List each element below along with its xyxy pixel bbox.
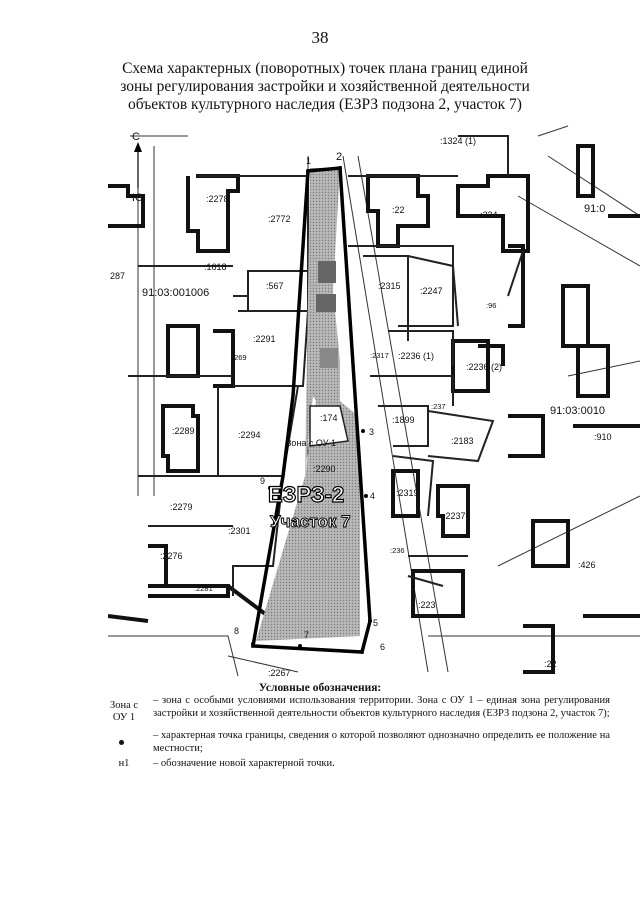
parcel-label: :2278 (206, 194, 229, 204)
parcel-label: :236 (390, 546, 405, 555)
point-number: 4 (370, 491, 376, 501)
parcel-label: :224 (480, 210, 498, 220)
quarter-label: 91:03:0010 (550, 405, 606, 417)
cadastral-map (108, 116, 640, 682)
quarter-label: 91:0 (584, 203, 606, 215)
parcel-label: :2301 (228, 526, 251, 536)
compass-arrow (134, 142, 142, 188)
parcel-label: :2772 (268, 214, 291, 224)
point-number: 7 (304, 630, 310, 640)
parcel-label: :2291 (253, 334, 276, 344)
section-label: Участок 7 (270, 512, 351, 531)
parcel-label: 287 (110, 271, 126, 281)
parcel-label: :2247 (420, 286, 443, 296)
parcel-label: :96 (486, 301, 497, 310)
parcel-label: :1324 (1) (440, 136, 477, 146)
parcel-label: :237 (431, 402, 446, 411)
parcel-label: :1899 (392, 415, 415, 425)
parcel-label: :22 (544, 659, 557, 669)
point-number: 2 (336, 151, 343, 163)
parcel-label: :2267 (268, 668, 291, 678)
restricted-zone-label: Зона с ОУ 1 (286, 438, 336, 448)
parcel-label: :1618 (204, 262, 227, 272)
parcel-label: :2236 (2) (466, 362, 503, 372)
map-title: Схема характерных (поворотных) точек плана границ единой зоны регулирования застройки и хозяйственной деятельности объектов культурного наследия (ЕЗРЗ подзона 2, участок 7) (120, 60, 530, 113)
legend-zone-text: – зона с особыми условиями использования территории. Зона с ОУ 1 – единая зона регулирования застройки и хозяйственной деятельности объектов культурного наследия (ЕЗРЗ подзона 2, участок 7); (153, 695, 610, 719)
point-number: 9 (260, 476, 266, 486)
quarter-label: 91:03:001006 (142, 287, 210, 299)
parcel-label: :426 (578, 560, 596, 570)
point-number: 6 (380, 642, 386, 652)
parcel-label: :2290 (313, 464, 336, 474)
parcel-label: :223 (418, 600, 436, 610)
parcel-label: :2315 (378, 281, 401, 291)
point-number: 3 (369, 427, 375, 437)
parcel-label: :2317 (370, 351, 389, 360)
legend-point-text: – характерная точка границы, сведения о которой позволяют однозначно определить ее положение на местности; (153, 730, 610, 754)
parcel-label: :22 (392, 205, 405, 215)
legend-new-point-text: – обозначение новой характерной точки. (153, 758, 335, 769)
point-number: 8 (234, 626, 240, 636)
parcel-label: :2319 (396, 488, 419, 498)
parcel-label: :269 (232, 353, 247, 362)
point-number: 5 (373, 618, 379, 628)
parcel-label: :2279 (170, 502, 193, 512)
page-number: 38 (311, 28, 329, 47)
legend-new-point-symbol: н1 (118, 758, 130, 769)
compass-north-label: С (132, 131, 140, 143)
parcel-label: :2236 (1) (398, 351, 435, 361)
compass-south-label: Ю (132, 192, 144, 204)
parcel-label: :2294 (238, 430, 261, 440)
parcel-label: :2183 (451, 436, 474, 446)
legend-point-symbol (119, 740, 124, 745)
parcel-label: :2237 (443, 511, 466, 521)
parcel-label: :174 (320, 413, 338, 423)
parcel-label: :910 (594, 432, 612, 442)
parcel-label: :567 (266, 281, 284, 291)
ezrz-zone-label: ЕЗРЗ-2 (268, 482, 345, 507)
parcel-label: :2281 (194, 584, 213, 593)
parcel-label: :2276 (160, 551, 183, 561)
parcel-label: :2289 (172, 426, 195, 436)
legend-title: Условные обозначения: (258, 682, 382, 694)
legend-zone-symbol: Зона с ОУ 1 (109, 700, 139, 723)
point-number: 1 (306, 156, 312, 166)
